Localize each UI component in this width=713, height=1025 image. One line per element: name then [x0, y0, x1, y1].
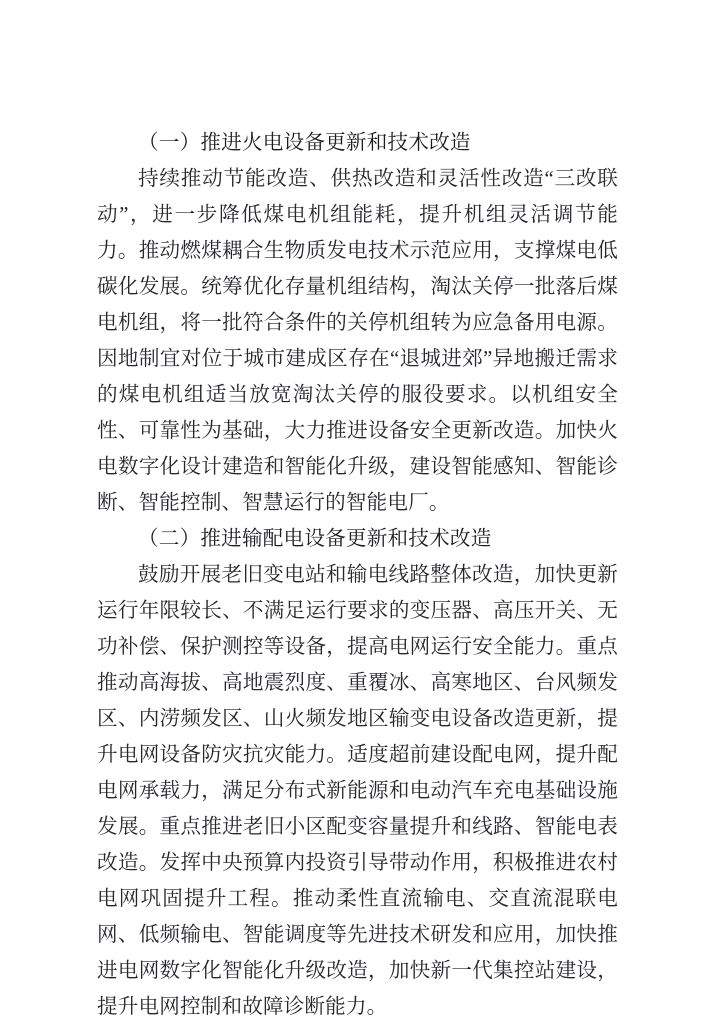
section-one-paragraph-1: 持续推动节能改造、供热改造和灵活性改造“三改联动”，进一步降低煤电机组能耗，提升机组灵活调节能力。推动燃煤耦合生物质发电技术示范应用，支撑煤电低碳化发展。统筹优化存量机组结构，淘汰关停一批落后煤电机组，将一批符合条件的关停机组转为应急备用电源。因地制宜对位于城市建成区存在“退城进郊”异地搬迁需求的煤电机组适当放宽淘汰关停的服役要求。以机组安全性、可靠性为基础，大力推进设备安全更新改造。加快火电数字化设计建造和智能化升级，建设智能感知、智能诊断、智能控制、智慧运行的智能电厂。	[97, 168, 618, 514]
section-heading-two: （二）推进输配电设备更新和技术改造	[138, 528, 492, 550]
document-body	[97, 125, 618, 1025]
section-heading-one: （一）推进火电设备更新和技术改造	[138, 132, 471, 154]
section-two-paragraph-1: 鼓励开展老旧变电站和输电线路整体改造，加快更新运行年限较长、不满足运行要求的变压器、高压开关、无功补偿、保护测控等设备，提高电网运行安全能力。重点推动高海拔、高地震烈度、重覆冰、高寒地区、台风频发区、内涝频发区、山火频发地区输变电设备改造更新，提升电网设备防灾抗灾能力。适度超前建设配电网，提升配电网承载力，满足分布式新能源和电动汽车充电基础设施发展。重点推进老旧小区配变容量提升和线路、智能电表改造。发挥中央预算内投资引导带动作用，积极推进农村电网巩固提升工程。推动柔性直流输电、交直流混联电网、低频输电、智能调度等先进技术研发和应用，加快推进电网数字化智能化升级改造，加快新一代集控站建设，提升电网控制和故障诊断能力。	[97, 564, 618, 1018]
